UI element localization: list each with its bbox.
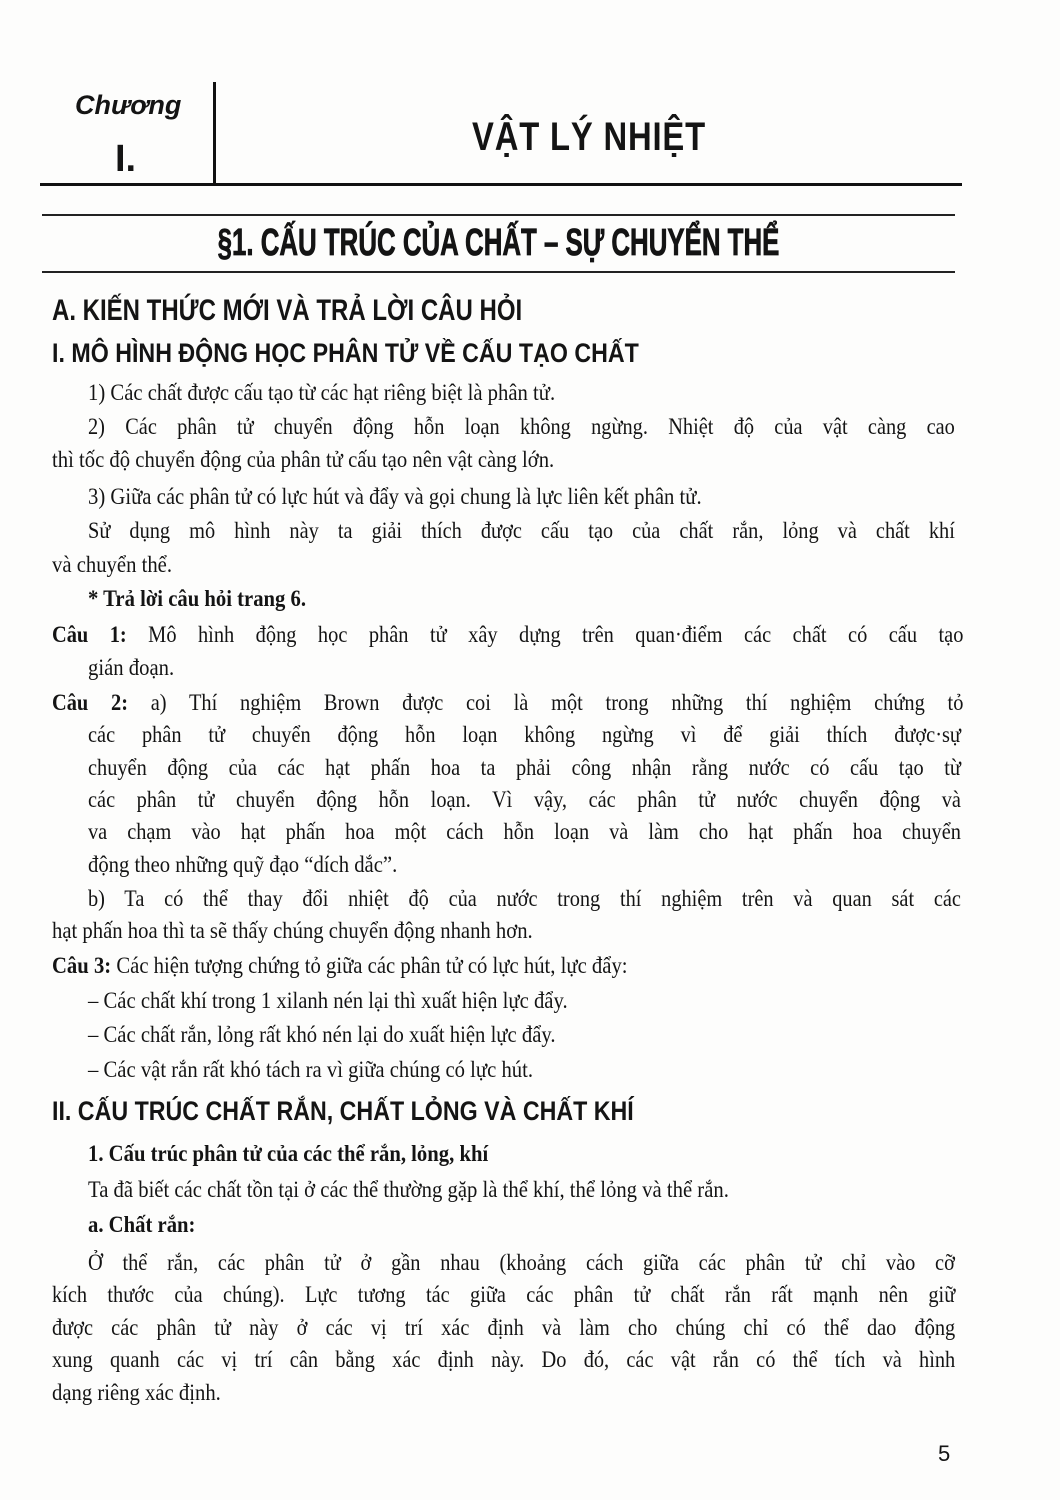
section-i-heading: I. MÔ HÌNH ĐỘNG HỌC PHÂN TỬ VỀ CẤU TẠO CHẤT [52, 338, 639, 368]
body-line: Ta đã biết các chất tồn tại ở các thể thường gặp là thể khí, thể lỏng và thể rắn. [88, 1177, 729, 1203]
list-item: – Các chất rắn, lỏng rất khó nén lại do xuất hiện lực đẩy. [88, 1022, 556, 1048]
body-line: 2) Các phân tử chuyển động hỗn loạn không ngừng. Nhiệt độ của vật càng cao [88, 414, 955, 440]
body-line: Ở thể rắn, các phân tử ở gần nhau (khoảng cách giữa các phân tử chỉ vào cỡ [88, 1250, 955, 1276]
body-line: 3) Giữa các phân tử có lực hút và đẩy và gọi chung là lực liên kết phân tử. [88, 484, 702, 510]
section-rule-top [42, 214, 955, 216]
list-item: – Các chất khí trong 1 xilanh nén lại thì xuất hiện lực đẩy. [88, 988, 568, 1014]
question-1-text: Mô hình động học phân tử xây dựng trên quan·điểm các chất có cấu tạo [126, 622, 964, 648]
chapter-number: I. [115, 138, 137, 180]
body-line: gián đoạn. [88, 655, 175, 681]
body-line: các phân tử chuyển động hỗn loạn không ngừng vì để giải thích được·sự [88, 722, 961, 748]
part-a-heading: A. KIẾN THỨC MỚI VÀ TRẢ LỜI CÂU HỎI [52, 294, 523, 327]
list-item: – Các vật rắn rất khó tách ra vì giữa chúng có lực hút. [88, 1057, 534, 1083]
body-line: kích thước của chúng). Lực tương tác giữa các phân tử chất rắn rất mạnh nên giữ [52, 1282, 956, 1308]
body-line: Sử dụng mô hình này ta giải thích được cấu tạo của chất rắn, lỏng và chất khí [88, 518, 955, 544]
question-1-label: Câu 1: [52, 622, 127, 648]
question-3-text: Các hiện tượng chứng tỏ giữa các phân tử có lực hút, lực đẩy: [111, 953, 628, 979]
page-number: 5 [938, 1441, 951, 1466]
question-3-line [52, 953, 628, 980]
section-rule-bottom [42, 271, 955, 273]
subsection-a-heading: a. Chất rắn: [88, 1212, 196, 1238]
question-3-label: Câu 3: [52, 953, 112, 979]
chapter-divider-vertical [213, 82, 216, 185]
body-line: động theo những quỹ đạo “dích dắc”. [88, 852, 398, 878]
subsection-1-heading: 1. Cấu trúc phân tử của các thể rắn, lỏng, khí [88, 1141, 489, 1167]
chapter-title: VẬT LÝ NHIỆT [472, 115, 706, 159]
answers-heading: * Trả lời câu hỏi trang 6. [88, 586, 307, 612]
section-title: §1. CẤU TRÚC CỦA CHẤT – SỰ CHUYỂN THỂ [217, 222, 780, 264]
body-line: các phân tử chuyển động hỗn loạn. Vì vậy, các phân tử nước chuyển động và [88, 787, 961, 813]
body-line: b) Ta có thể thay đổi nhiệt độ của nước trong thí nghiệm trên và quan sát các [88, 886, 961, 912]
body-line: và chuyển thể. [52, 552, 173, 578]
body-line: chuyển động của các hạt phấn hoa ta phải công nhận rằng nước có cấu tạo từ [88, 755, 961, 781]
body-line: va chạm vào hạt phấn hoa một cách hỗn loạn và làm cho hạt phấn hoa chuyển [88, 819, 961, 845]
question-1-line [52, 622, 963, 649]
body-line: thì tốc độ chuyển động của phân tử cấu tạo nên vật càng lớn. [52, 447, 555, 473]
chapter-label: Chương [75, 90, 182, 120]
body-line: xung quanh các vị trí cân bằng xác định này. Do đó, các vật rắn có thể tích và hình [52, 1347, 956, 1373]
question-2-line [52, 690, 963, 717]
body-line: được các phân tử này ở các vị trí xác định và làm cho chúng chỉ có thể dao động [52, 1315, 956, 1341]
section-ii-heading: II. CẤU TRÚC CHẤT RẮN, CHẤT LỎNG VÀ CHẤT KHÍ [52, 1096, 634, 1126]
body-line: dạng riêng xác định. [52, 1380, 221, 1406]
chapter-rule [40, 183, 962, 186]
question-2-text: a) Thí nghiệm Brown được coi là một trong những thí nghiệm chứng tỏ [128, 690, 964, 716]
body-line: hạt phấn hoa thì ta sẽ thấy chúng chuyển động nhanh hơn. [52, 918, 533, 944]
body-line: 1) Các chất được cấu tạo từ các hạt riêng biệt là phân tử. [88, 380, 556, 406]
question-2-label: Câu 2: [52, 690, 129, 716]
